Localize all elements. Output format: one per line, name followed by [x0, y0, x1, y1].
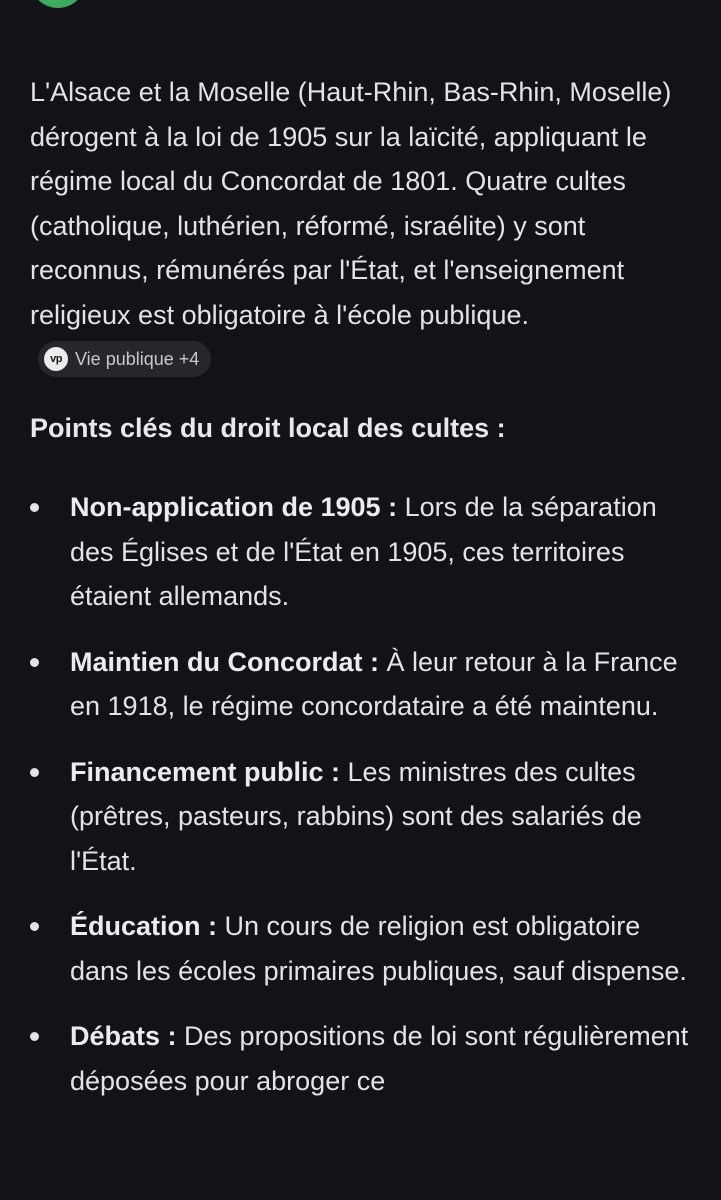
key-points-list: [30, 485, 690, 1103]
section-title: Points clés du droit local des cultes :: [30, 412, 506, 443]
list-item: [30, 904, 690, 993]
bullet-icon: [30, 658, 39, 667]
list-item: [30, 640, 690, 729]
bullet-icon: [30, 922, 39, 931]
bullet-text: Lors de la séparation des Églises et de l'État en 1905, ces territoires étaient allemands.: [70, 492, 657, 611]
list-item: [30, 485, 690, 619]
bullet-term: Débats :: [70, 1021, 177, 1051]
gemini-avatar-icon: [30, 0, 86, 8]
vie-publique-logo-icon: vp: [44, 347, 68, 371]
list-item: [30, 750, 690, 884]
bullet-text: Un cours de religion est obligatoire dans les écoles primaires publiques, sauf dispense.: [70, 911, 687, 986]
bullet-text: Les ministres des cultes (prêtres, pasteurs, rabbins) sont des salariés de l'État.: [70, 756, 642, 876]
bullet-term: Maintien du Concordat :: [70, 646, 379, 677]
bullet-term: Non-application de 1905 :: [70, 492, 398, 522]
bullet-text: Des propositions de loi sont régulièrement déposées pour abroger ce: [70, 1021, 689, 1096]
list-item: [30, 1014, 690, 1103]
bullet-icon: [30, 768, 39, 777]
intro-text: L'Alsace et la Moselle (Haut-Rhin, Bas-Rhin, Moselle) dérogent à la loi de 1905 sur la laïcité, appliquant le régime local du Concordat de 1801. Quatre cultes (catholique, luthérien, réformé, israélite) y sont reconnus, rémunérés par l'État, et l'enseignement religieux est obligatoire à l'école publique.: [30, 77, 672, 330]
bullet-icon: [30, 1032, 39, 1041]
intro-paragraph: [30, 70, 690, 382]
response-content: [30, 70, 690, 1124]
bullet-icon: [30, 503, 39, 512]
source-chip-label: Vie publique +4: [75, 349, 200, 369]
bullet-text: À leur retour à la France en 1918, le régime concordataire a été maintenu.: [70, 646, 678, 721]
bullet-term: Financement public :: [70, 756, 341, 787]
bullet-term: Éducation :: [70, 911, 217, 941]
source-chip[interactable]: [38, 341, 211, 377]
